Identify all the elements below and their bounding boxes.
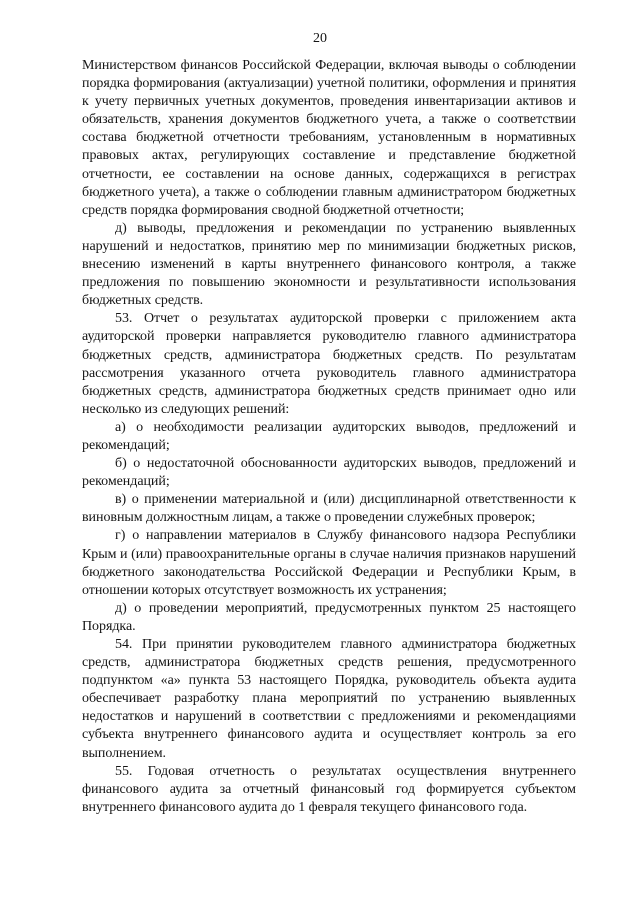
paragraph-item-d-conclusions: д) выводы, предложения и рекомендации по устранению выявленных нарушений и недостатков, принятию мер по минимизации бюджетных рисков, внесению изменений в карты внутреннего финансового контроля, а также предложения по повышению экономности и результативности использования бюджетных средств. bbox=[82, 220, 576, 309]
paragraph-item-a: а) о необходимости реализации аудиторских выводов, предложений и рекомендаций; bbox=[82, 419, 576, 453]
document-body bbox=[82, 57, 576, 817]
paragraph-item-d-measures: д) о проведении мероприятий, предусмотренных пунктом 25 настоящего Порядка. bbox=[82, 600, 576, 634]
paragraph-item-b: б) о недостаточной обоснованности аудиторских выводов, предложений и рекомендаций; bbox=[82, 456, 576, 490]
paragraph-55: 55. Годовая отчетность о результатах осуществления внутреннего финансового аудита за отчетный финансовый год формируется субъектом внутреннего финансового аудита до 1 февраля текущего финансового года. bbox=[82, 763, 576, 815]
page-number: 20 bbox=[313, 31, 327, 46]
paragraph-item-g: г) о направлении материалов в Службу финансового надзора Республики Крым и (или) правоохранительные органы в случае наличия признаков нарушений бюджетного законодательства Российской Федерации и Республики Крым, в отношении которых отсутствует возможность их устранения; bbox=[82, 528, 576, 598]
paragraph-54: 54. При принятии руководителем главного администратора бюджетных средств, администратора бюджетных средств решения, предусмотренного подпунктом «а» пункта 53 настоящего Порядка, руководитель объекта аудита обеспечивает разработку плана мероприятий по устранению выявленных недостатков и нарушений в соответствии с предложениями и рекомендациями субъекта внутреннего финансового аудита и осуществляет контроль за его выполнением. bbox=[82, 637, 576, 761]
paragraph-continuation: Министерством финансов Российской Федерации, включая выводы о соблюдении порядка формирования (актуализации) учетной политики, оформления и принятия к учету первичных учетных документов, проведения инвентаризации активов и обязательств, хранения документов бюджетного учета, а также о соответствии состава бюджетной отчетности требованиям, установленным в нормативных правовых актах, регулирующих составление и представление бюджетной отчетности, ее составлении на основе данных, содержащихся в регистрах бюджетного учета), а также о соблюдении главным администратором бюджетных средств порядка формирования сводной бюджетной отчетности; bbox=[82, 58, 576, 218]
paragraph-item-v: в) о применении материальной и (или) дисциплинарной ответственности к виновным должностным лицам, а также о проведении служебных проверок; bbox=[82, 492, 576, 526]
paragraph-53: 53. Отчет о результатах аудиторской проверки с приложением акта аудиторской проверки направляется руководителю главного администратора бюджетных средств, администратора бюджетных средств. По результатам рассмотрения указанного отчета руководитель главного администратора бюджетных средств, администратора бюджетных средств принимает одно или несколько из следующих решений: bbox=[82, 311, 576, 417]
